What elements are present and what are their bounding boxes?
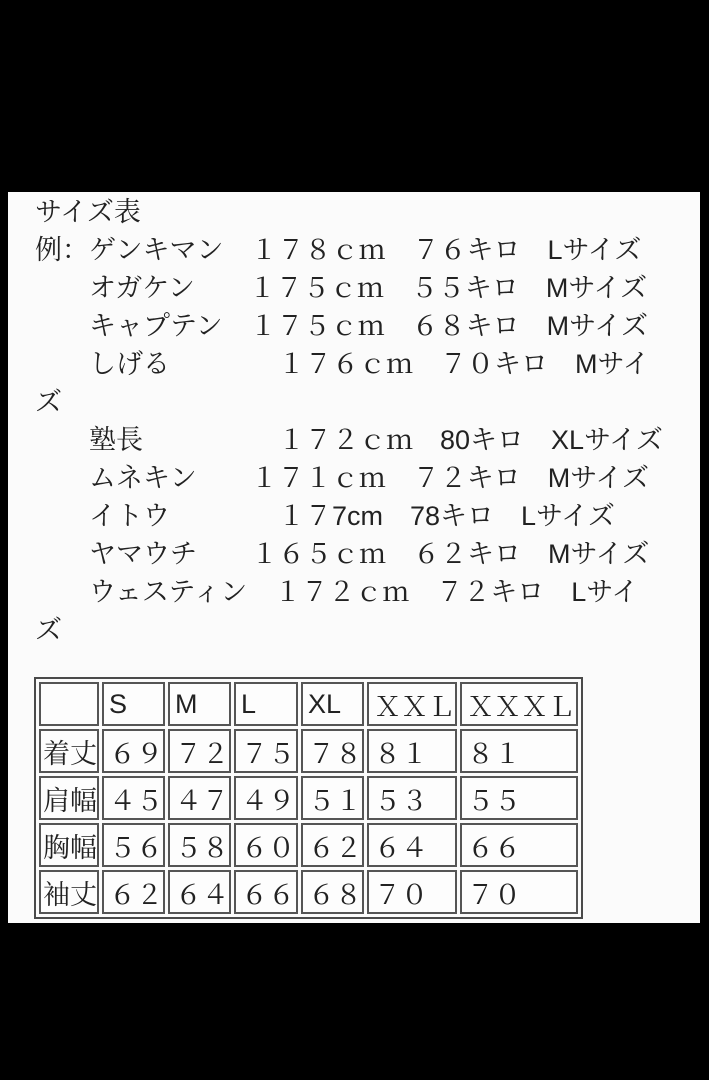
value-cell: ７０ (460, 870, 578, 914)
value-cell: ５６ (102, 823, 165, 867)
size-notes (8, 192, 700, 649)
value-cell: ８１ (460, 729, 578, 773)
table-row (39, 870, 578, 914)
row-label-body-length: 着丈 (39, 729, 99, 773)
header-cell-xxl: ＸＸＬ (367, 682, 457, 726)
header-cell-m: M (168, 682, 231, 726)
value-cell: ５３ (367, 776, 457, 820)
value-cell: ６２ (301, 823, 364, 867)
corner-cell (39, 682, 99, 726)
value-cell: ７８ (301, 729, 364, 773)
value-cell: ５８ (168, 823, 231, 867)
value-cell: ８１ (367, 729, 457, 773)
header-cell-s: S (102, 682, 165, 726)
row-label-sleeve-length: 袖丈 (39, 870, 99, 914)
size-info-panel (8, 192, 700, 923)
table-row (39, 823, 578, 867)
value-cell: ６４ (168, 870, 231, 914)
header-cell-xl: XL (301, 682, 364, 726)
table-row (39, 776, 578, 820)
header-cell-l: L (234, 682, 298, 726)
size-chart-title: サイズ表 (35, 197, 141, 227)
size-note-line: ムネキン １７１ｃｍ ７２キロ Mサイズ (35, 463, 650, 493)
value-cell: ４９ (234, 776, 298, 820)
size-note-line-wrap: ズ (35, 387, 62, 417)
size-note-line: イトウ １７7cm 78キロ Lサイズ (35, 501, 615, 531)
size-note-line: ヤマウチ １６５ｃｍ ６２キロ Mサイズ (35, 539, 650, 569)
value-cell: ６４ (367, 823, 457, 867)
size-chart-table (34, 677, 583, 919)
value-cell: ６６ (460, 823, 578, 867)
value-cell: ７２ (168, 729, 231, 773)
value-cell: ６２ (102, 870, 165, 914)
value-cell: ６０ (234, 823, 298, 867)
size-note-line: しげる １７６ｃｍ ７０キロ Mサイ (35, 349, 650, 379)
header-cell-xxxl: ＸＸＸＬ (460, 682, 578, 726)
size-note-line-wrap: ズ (35, 615, 62, 645)
value-cell: ７５ (234, 729, 298, 773)
row-label-chest-width: 胸幅 (39, 823, 99, 867)
value-cell: ５５ (460, 776, 578, 820)
size-note-line: 例：ゲンキマン １７８ｃｍ ７６キロ Lサイズ (35, 235, 642, 265)
value-cell: ６９ (102, 729, 165, 773)
table-row (39, 729, 578, 773)
size-note-line: キャプテン １７５ｃｍ ６８キロ Mサイズ (35, 311, 648, 341)
size-note-line: ウェスティン １７２ｃｍ ７２キロ Lサイ (35, 577, 639, 607)
row-label-shoulder-width: 肩幅 (39, 776, 99, 820)
size-note-line: 塾長 １７２ｃｍ 80キロ XLサイズ (35, 425, 663, 455)
size-note-line: オガケン １７５ｃｍ ５５キロ Mサイズ (35, 273, 648, 303)
value-cell: ５１ (301, 776, 364, 820)
value-cell: ６８ (301, 870, 364, 914)
value-cell: ４７ (168, 776, 231, 820)
value-cell: ６６ (234, 870, 298, 914)
table-header-row (39, 682, 578, 726)
value-cell: ４５ (102, 776, 165, 820)
value-cell: ７０ (367, 870, 457, 914)
